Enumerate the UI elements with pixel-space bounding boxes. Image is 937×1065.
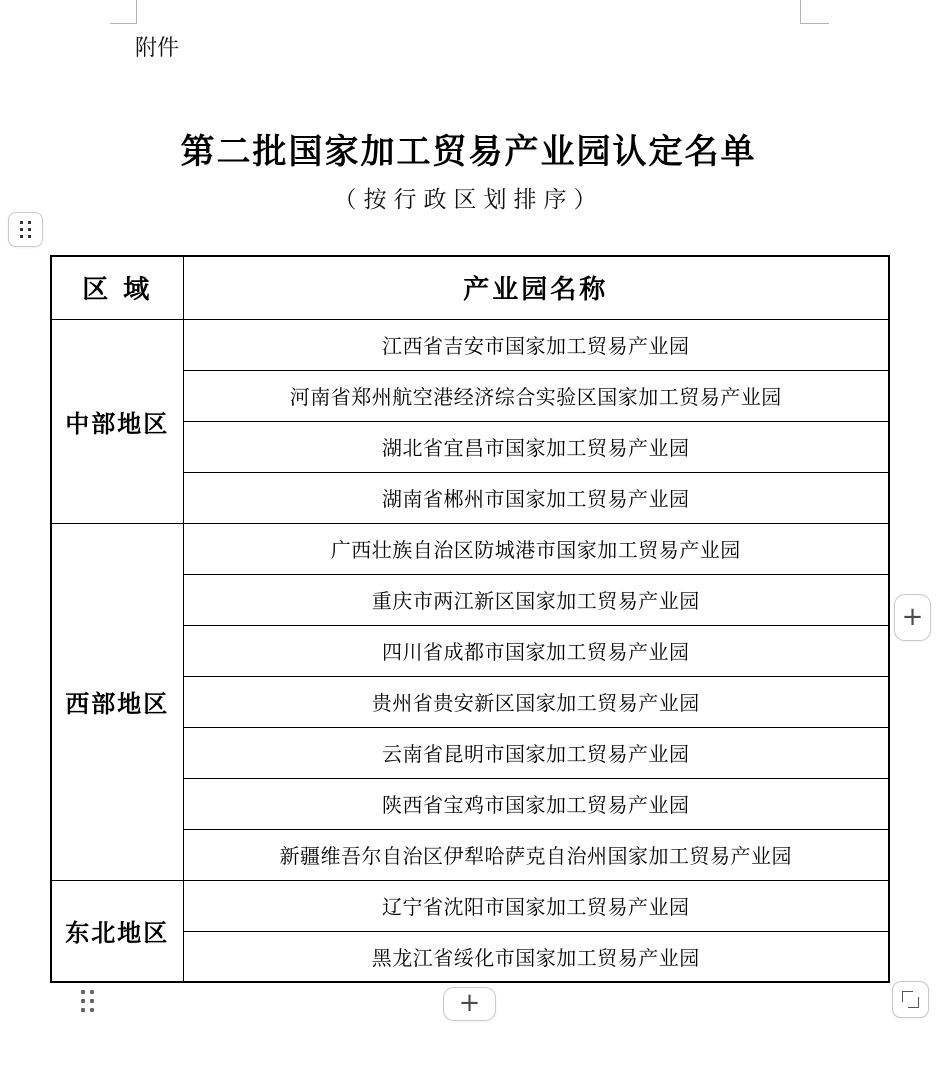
park-name-cell: 江西省吉安市国家加工贸易产业园 (183, 319, 889, 370)
grip-dot (20, 235, 23, 238)
park-name-cell: 湖北省宜昌市国家加工贸易产业园 (183, 421, 889, 472)
add-column-button[interactable] (894, 594, 931, 641)
margin-crop-mark-left (110, 0, 137, 24)
margin-crop-mark-right (800, 0, 829, 24)
region-cell: 西部地区 (51, 523, 183, 880)
grip-dot (28, 235, 31, 238)
park-name-cell: 黑龙江省绥化市国家加工贸易产业园 (183, 931, 889, 982)
region-cell: 中部地区 (51, 319, 183, 523)
page-title: 第二批国家加工贸易产业园认定名单 (180, 132, 757, 172)
expand-table-button[interactable] (892, 981, 929, 1018)
grip-dot (81, 999, 85, 1003)
grip-dot (90, 1008, 94, 1012)
grip-dots-icon (20, 221, 31, 238)
table-move-handle-button[interactable] (8, 212, 43, 247)
park-name-cell: 四川省成都市国家加工贸易产业园 (183, 625, 889, 676)
table-drag-handle[interactable] (81, 990, 94, 1012)
park-name-cell: 云南省昆明市国家加工贸易产业园 (183, 727, 889, 778)
plus-icon: + (458, 988, 481, 1018)
grip-dot (81, 1008, 85, 1012)
park-name-cell: 广西壮族自治区防城港市国家加工贸易产业园 (183, 523, 889, 574)
park-name-cell: 陕西省宝鸡市国家加工贸易产业园 (183, 778, 889, 829)
plus-icon: + (901, 601, 924, 632)
table-header-row (51, 256, 889, 319)
attachment-label: 附件 (135, 36, 180, 61)
park-name-cell: 重庆市两江新区国家加工贸易产业园 (183, 574, 889, 625)
park-name-cell: 贵州省贵安新区国家加工贸易产业园 (183, 676, 889, 727)
table-row (51, 880, 889, 931)
expand-corners-icon (902, 991, 919, 1008)
grip-dot (90, 990, 94, 994)
park-name-cell: 河南省郑州航空港经济综合实验区国家加工贸易产业园 (183, 370, 889, 421)
park-name-cell: 辽宁省沈阳市国家加工贸易产业园 (183, 880, 889, 931)
grip-dot (28, 221, 31, 224)
column-header-region: 区 域 (51, 256, 183, 319)
grip-dot (28, 228, 31, 231)
parks-table (50, 255, 890, 983)
table-row (51, 523, 889, 574)
grip-dot (90, 999, 94, 1003)
table-row (51, 319, 889, 370)
add-row-button[interactable] (443, 987, 496, 1021)
page-subtitle: （按行政区划排序） (333, 187, 604, 213)
region-cell: 东北地区 (51, 880, 183, 982)
column-header-park: 产业园名称 (183, 256, 889, 319)
grip-dot (81, 990, 85, 994)
grip-dot (20, 221, 23, 224)
park-name-cell: 湖南省郴州市国家加工贸易产业园 (183, 472, 889, 523)
park-name-cell: 新疆维吾尔自治区伊犁哈萨克自治州国家加工贸易产业园 (183, 829, 889, 880)
grip-dot (20, 228, 23, 231)
